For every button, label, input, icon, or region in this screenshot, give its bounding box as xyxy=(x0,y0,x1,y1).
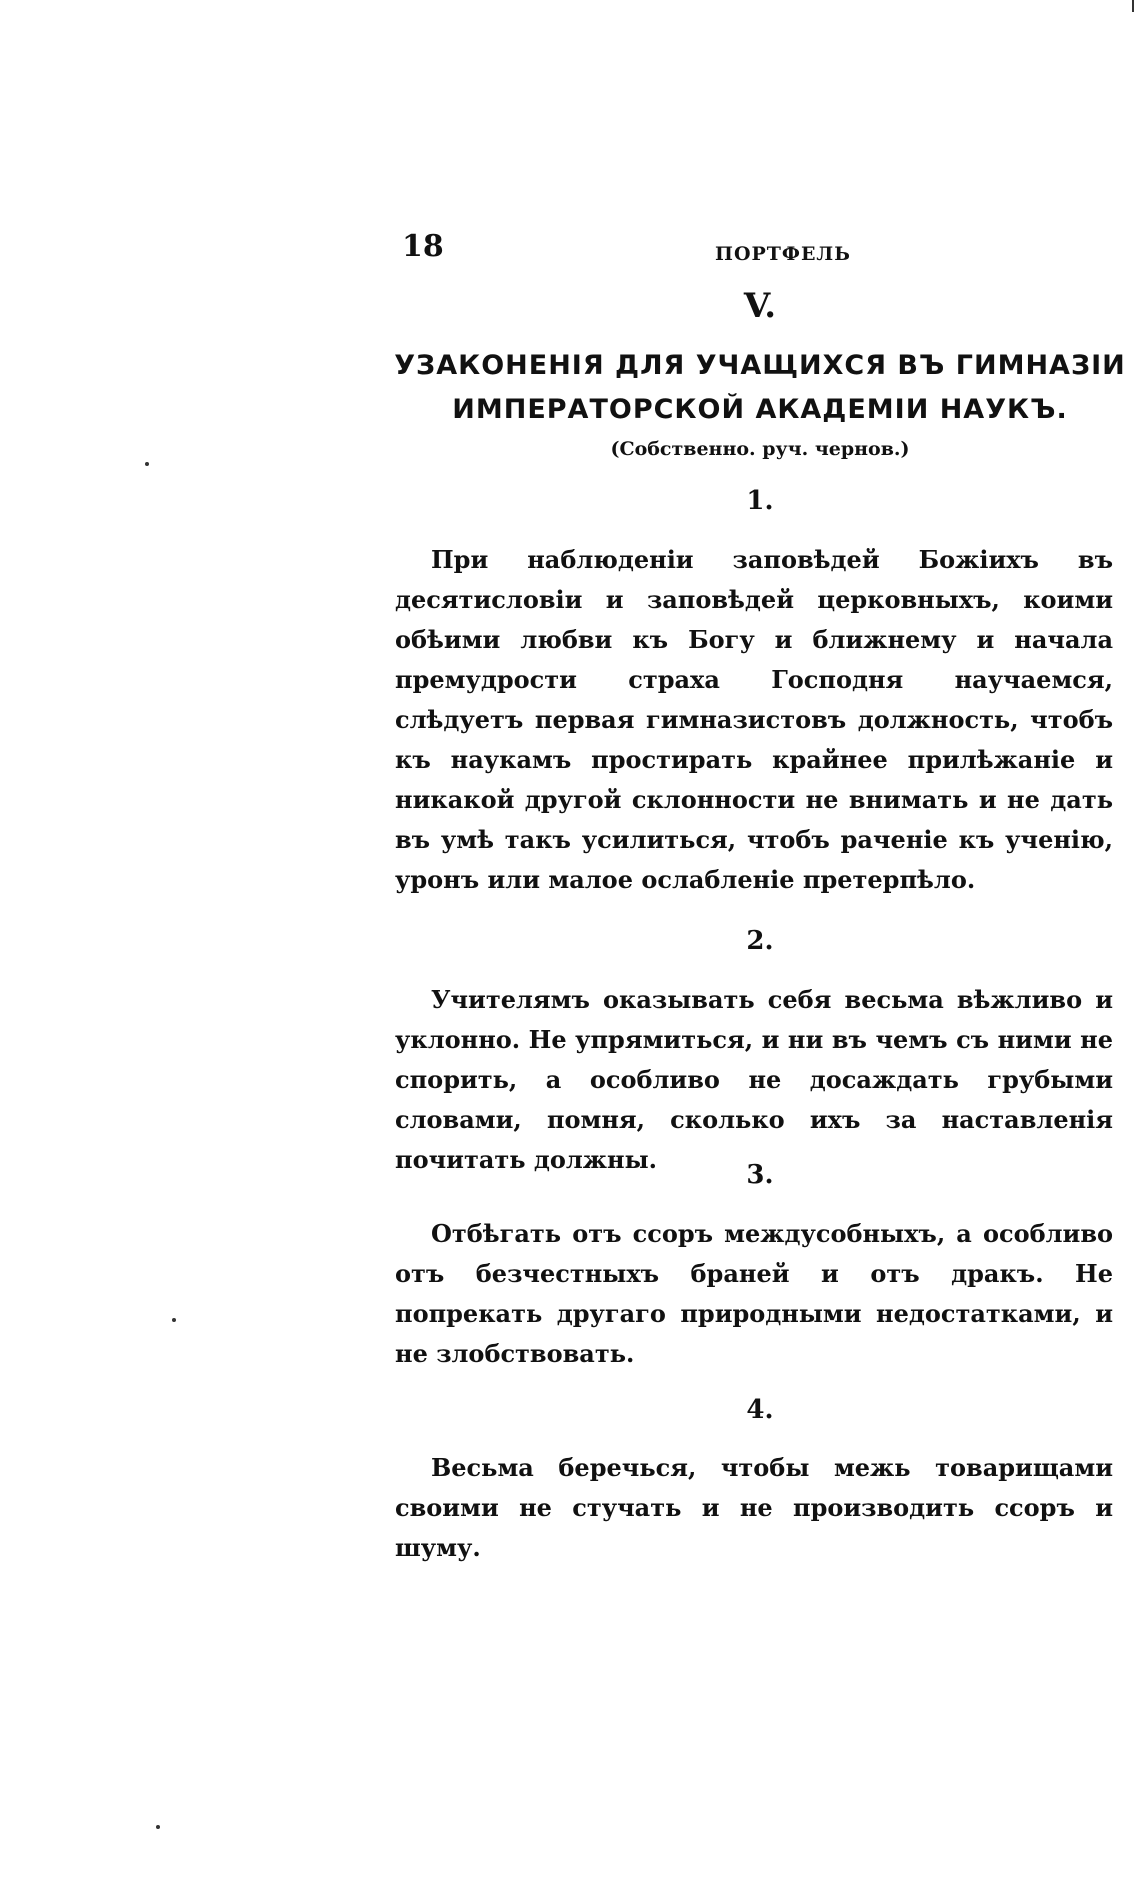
article-number: 4. xyxy=(746,1395,774,1425)
page-edge-mark xyxy=(1132,0,1134,12)
running-head: ПОРТФЕЛЬ xyxy=(715,243,851,265)
article-text: Весьма беречься, чтобы межь товарищами своими не стучать и не производить ссоръ и шуму. xyxy=(395,1453,1113,1562)
section-title xyxy=(390,344,1130,432)
article-number: 3. xyxy=(746,1160,774,1190)
article-number: 1. xyxy=(746,486,774,516)
speck xyxy=(172,1318,176,1322)
section-numeral: V. xyxy=(743,286,777,326)
speck xyxy=(145,462,149,466)
article-number: 2. xyxy=(746,926,774,956)
speck xyxy=(156,1825,160,1829)
article-text: Отбѣгать отъ ссоръ междусобныхъ, а особливо отъ безчестныхъ браней и отъ дракъ. Не попрекать другаго природными недостатками, и не злобствовать. xyxy=(395,1219,1113,1368)
article-text: Учителямъ оказывать себя весьма вѣжливо и уклонно. Не упрямиться, и ни въ чемъ съ ними не спорить, а особливо не досаждать грубыми словами, помня, сколько ихъ за наставленія почитать должны. xyxy=(395,985,1113,1174)
source-note: (Собственно. руч. чернов.) xyxy=(610,438,910,460)
article-text: При наблюденіи заповѣдей Божіихъ въ десятисловіи и заповѣдей церковныхъ, коими обѣими любви къ Богу и ближнему и начала премудрости страха Господня научаемся, слѣдуетъ первая гимназистовъ должность, чтобъ къ наукамъ простирать крайнее прилѣжаніе и никакой другой склонности не внимать и не дать въ умѣ такъ усилиться, чтобъ раченіе къ ученію, уронъ или малое ослабленіе претерпѣло. xyxy=(395,545,1113,894)
section-title-line-2: ИМПЕРАТОРСКОЙ АКАДЕМІИ НАУКЪ. xyxy=(452,394,1068,425)
page-number: 18 xyxy=(402,229,444,264)
section-title-line-1: УЗАКОНЕНІЯ ДЛЯ УЧАЩИХСЯ ВЪ ГИМНАЗІИ xyxy=(394,350,1126,381)
